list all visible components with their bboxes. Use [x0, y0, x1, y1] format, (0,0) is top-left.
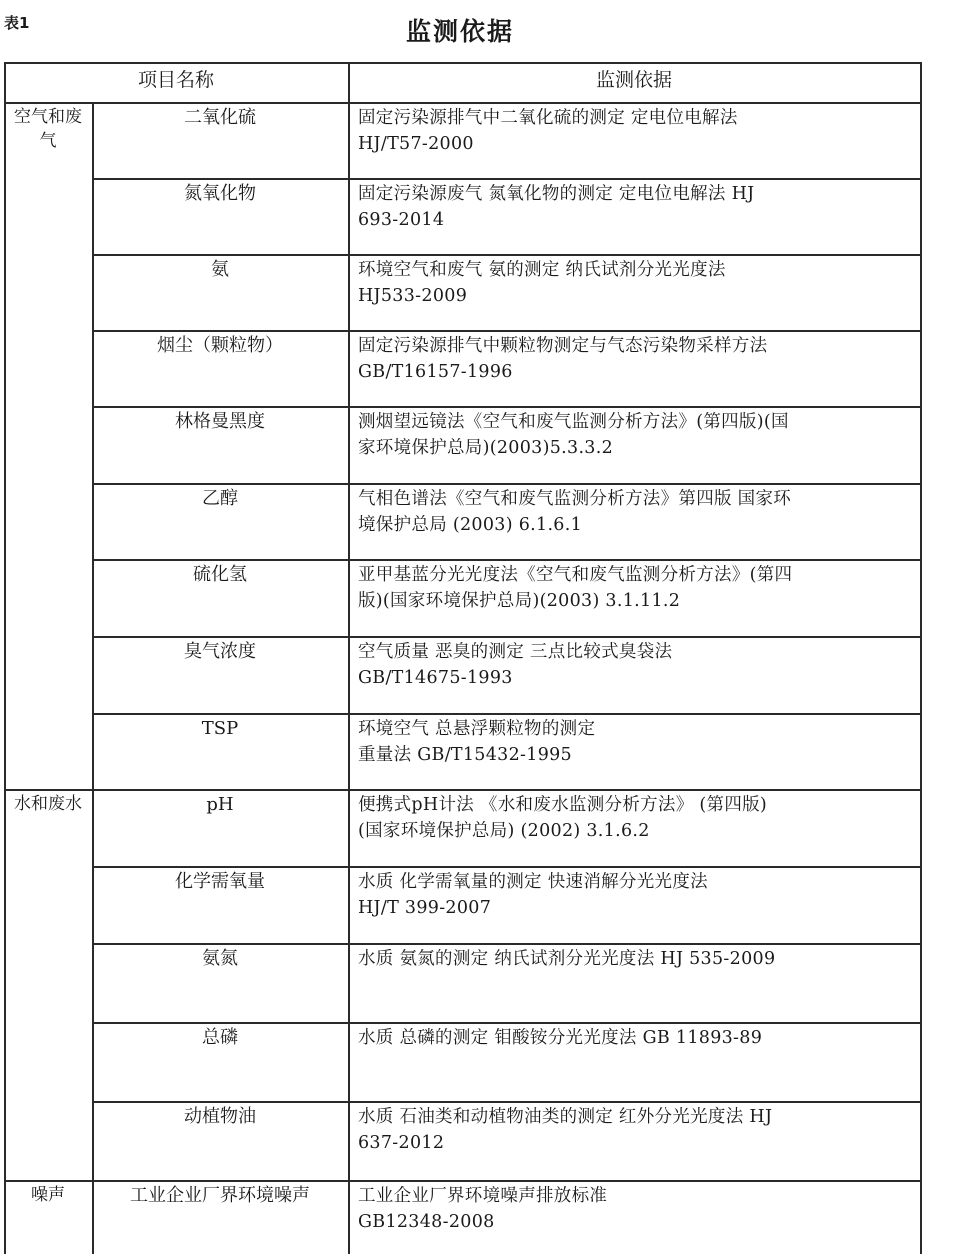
basis-text-line: 环境空气 总悬浮颗粒物的测定 — [358, 719, 596, 739]
basis-text-line: 测烟望远镜法《空气和废气监测分析方法》(第四版)(国 — [358, 412, 789, 432]
item-name-cell: 总磷 — [202, 1027, 238, 1048]
header-item-name: 项目名称 — [137, 69, 214, 91]
basis-text-line: 水质 石油类和动植物油类的测定 红外分光光度法 HJ — [358, 1107, 773, 1127]
category-separator-line — [4, 789, 920, 791]
basis-text-line: GB/T16157-1996 — [358, 362, 513, 382]
basis-text-line: 家环境保护总局)(2003)5.3.3.2 — [358, 438, 614, 458]
item-name-cell: 硫化氢 — [193, 564, 247, 585]
row-separator-line — [92, 636, 920, 638]
item-name-cell: 化学需氧量 — [175, 871, 265, 892]
item-name-cell: 氨氮 — [202, 948, 238, 969]
basis-text-line: 境保护总局 (2003) 6.1.6.1 — [358, 515, 583, 535]
basis-text-line: 亚甲基蓝分光光度法《空气和废气监测分析方法》(第四 — [358, 565, 793, 585]
table-right-border — [920, 62, 922, 1254]
row-separator-line — [92, 943, 920, 945]
basis-text-line: 水质 氨氮的测定 纳氏试剂分光光度法 HJ 535-2009 — [358, 949, 776, 969]
basis-text-line: 版)(国家环境保护总局)(2003) 3.1.11.2 — [358, 591, 681, 611]
row-separator-line — [92, 254, 920, 256]
basis-text-line: 空气质量 恶臭的测定 三点比较式臭袋法 — [358, 642, 673, 662]
header-basis: 监测依据 — [595, 69, 672, 91]
item-name-cell: pH — [206, 794, 234, 815]
basis-text-line: 固定污染源排气中二氧化硫的测定 定电位电解法 — [358, 108, 738, 128]
table-number-label: 表1 — [4, 14, 30, 32]
basis-text-line: GB/T14675-1993 — [358, 668, 513, 688]
header-bottom-border — [4, 102, 920, 104]
item-name-cell: 臭气浓度 — [184, 641, 256, 662]
item-name-cell: 动植物油 — [184, 1106, 256, 1127]
item-name-cell: 氮氧化物 — [184, 183, 256, 204]
basis-text-line: GB12348-2008 — [358, 1212, 495, 1232]
basis-text-line: HJ/T57-2000 — [358, 134, 474, 154]
basis-text-line: 重量法 GB/T15432-1995 — [358, 745, 572, 765]
basis-text-line: 水质 化学需氧量的测定 快速消解分光光度法 — [358, 872, 708, 892]
row-separator-line — [92, 483, 920, 485]
basis-text-line: 工业企业厂界环境噪声排放标准 — [358, 1186, 608, 1206]
page-title: 监测依据 — [405, 17, 514, 46]
category-label: 噪声 — [31, 1185, 65, 1205]
row-separator-line — [92, 178, 920, 180]
basis-text-line: 637-2012 — [358, 1133, 445, 1153]
category-separator-line — [4, 1180, 920, 1182]
item-name-cell: 烟尘（颗粒物） — [157, 335, 283, 356]
basis-text-line: 环境空气和废气 氨的测定 纳氏试剂分光光度法 — [358, 260, 726, 280]
basis-text-line: 水质 总磷的测定 钼酸铵分光光度法 GB 11893-89 — [358, 1028, 763, 1048]
basis-text-line: 固定污染源排气中颗粒物测定与气态污染物采样方法 — [358, 336, 768, 356]
basis-text-line: HJ533-2009 — [358, 286, 468, 306]
row-separator-line — [92, 866, 920, 868]
row-separator-line — [92, 330, 920, 332]
category-label: 空气和废气 — [14, 107, 82, 151]
item-name-cell: TSP — [201, 718, 239, 739]
basis-text-line: 693-2014 — [358, 210, 445, 230]
basis-text-line: 固定污染源废气 氮氧化物的测定 定电位电解法 HJ — [358, 184, 755, 204]
item-name-cell: 工业企业厂界环境噪声 — [130, 1185, 310, 1206]
page-footer-mark — [700, 1244, 760, 1254]
basis-column-divider — [348, 62, 350, 1254]
item-name-cell: 氨 — [211, 259, 229, 280]
category-label: 水和废水 — [14, 794, 82, 814]
item-name-cell: 乙醇 — [202, 488, 238, 509]
basis-text-line: HJ/T 399-2007 — [358, 898, 492, 918]
row-separator-line — [92, 1101, 920, 1103]
basis-text-line: 气相色谱法《空气和废气监测分析方法》第四版 国家环 — [358, 489, 792, 509]
table-top-border — [4, 62, 920, 64]
row-separator-line — [92, 1022, 920, 1024]
row-separator-line — [92, 713, 920, 715]
table-left-border — [4, 62, 6, 1254]
row-separator-line — [92, 406, 920, 408]
item-name-cell: 二氧化硫 — [184, 107, 256, 128]
basis-text-line: (国家环境保护总局) (2002) 3.1.6.2 — [358, 821, 650, 841]
basis-text-line: 便携式pH计法 《水和废水监测分析方法》 (第四版) — [358, 795, 768, 815]
item-name-cell: 林格曼黑度 — [175, 411, 265, 432]
row-separator-line — [92, 559, 920, 561]
